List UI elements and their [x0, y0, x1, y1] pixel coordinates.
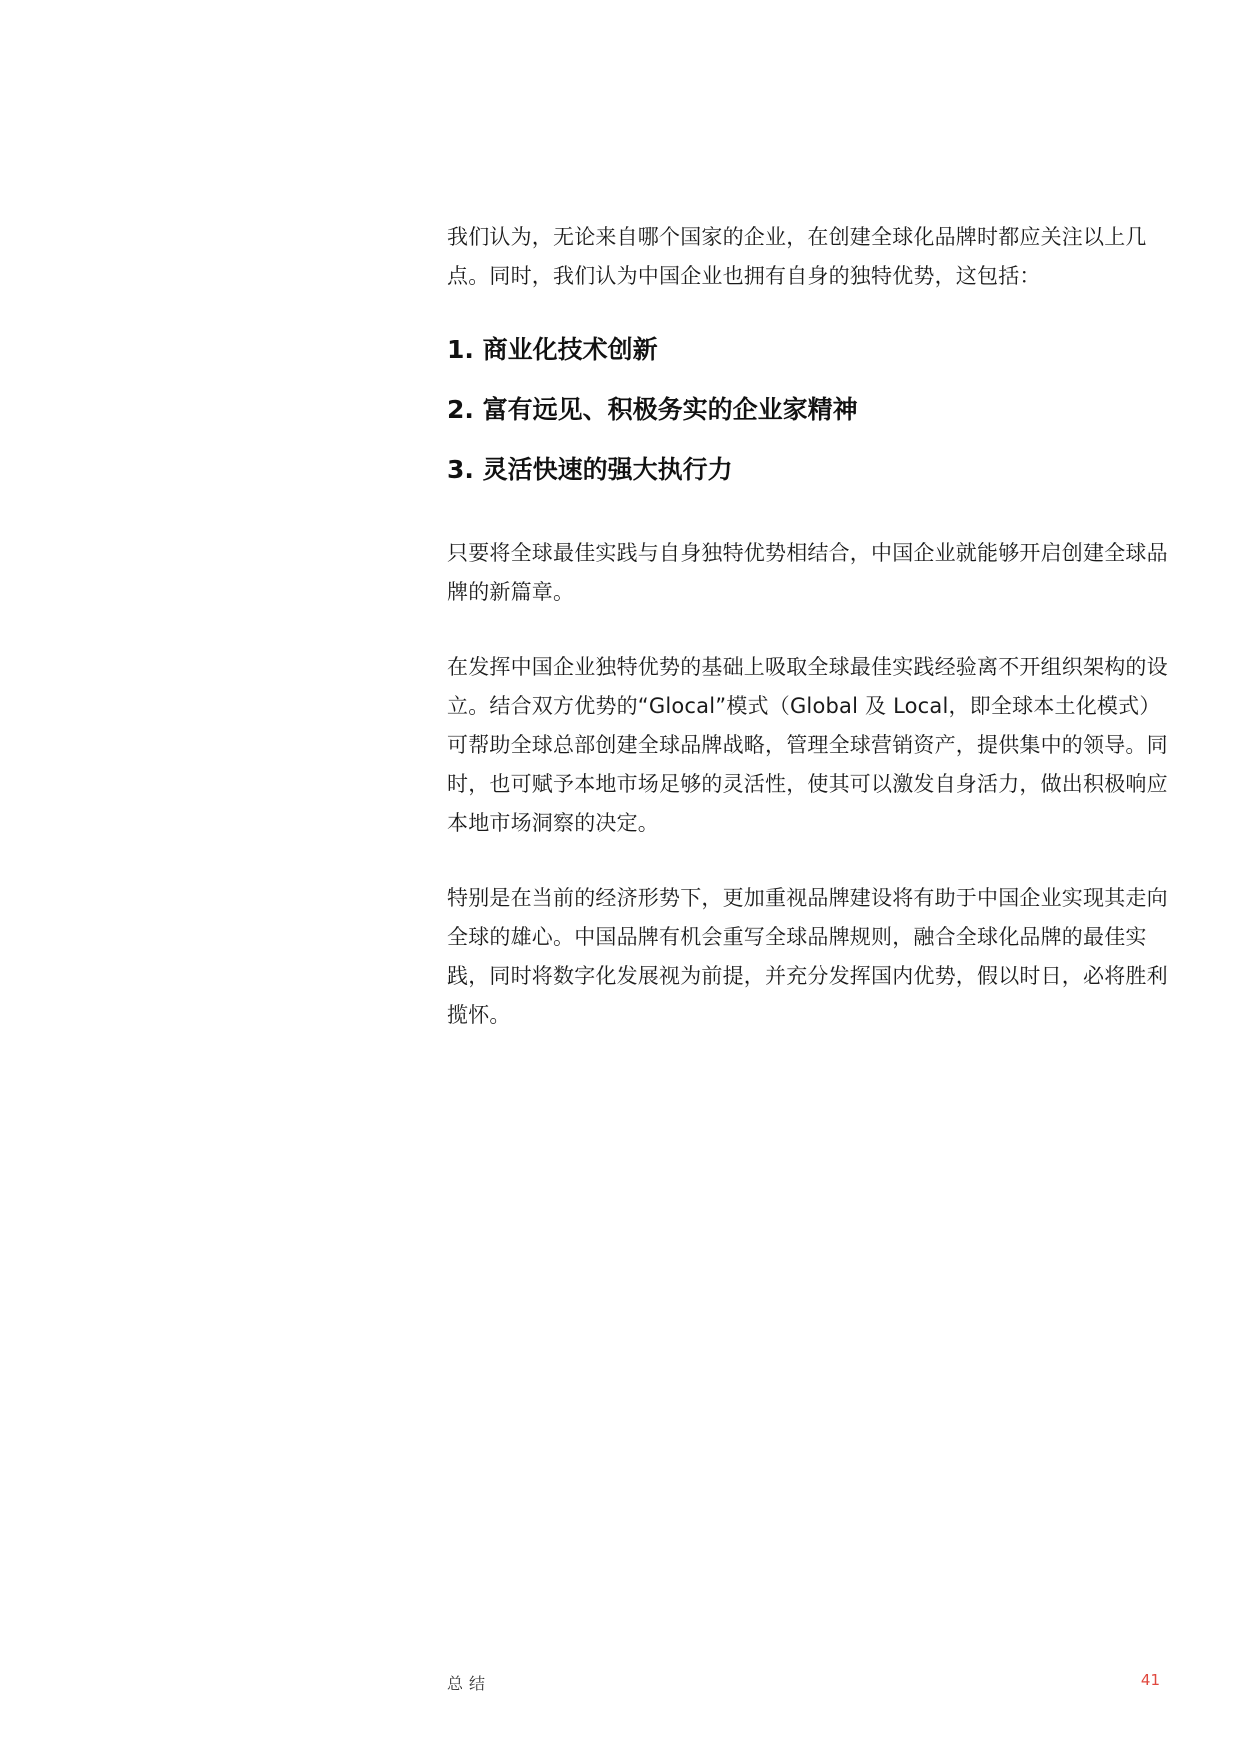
intro-paragraph: 我们认为，无论来自哪个国家的企业，在创建全球化品牌时都应关注以上几点。同时，我们认为中国企业也拥有自身的独特优势，这包括：: [447, 225, 1147, 288]
body-content: [447, 218, 1169, 1035]
page-number: 41: [1140, 1671, 1160, 1689]
advantages-list: [447, 332, 1169, 488]
advantage-item-2: 2. 富有远见、积极务实的企业家精神: [447, 395, 858, 424]
advantage-item-1: 1. 商业化技术创新: [447, 335, 658, 364]
paragraph-best-practice: 只要将全球最佳实践与自身独特优势相结合，中国企业就能够开启创建全球品牌的新篇章。: [447, 541, 1168, 604]
footer-section-title: 总结: [447, 1674, 492, 1693]
advantage-item-3: 3. 灵活快速的强大执行力: [447, 455, 733, 484]
paragraph-economic-situation: 特别是在当前的经济形势下，更加重视品牌建设将有助于中国企业实现其走向全球的雄心。中国品牌有机会重写全球品牌规则，融合全球化品牌的最佳实践，同时将数字化发展视为前提，并充分发挥国内优势，假以时日，必将胜利揽怀。: [447, 886, 1168, 1027]
paragraph-glocal-model: 在发挥中国企业独特优势的基础上吸取全球最佳实践经验离不开组织架构的设立。结合双方优势的“Glocal”模式（Global 及 Local，即全球本土化模式）可帮助全球总部创建全球品牌战略，管理全球营销资产，提供集中的领导。同时，也可赋予本地市场足够的灵活性，使其可以激发自身活力，做出积极响应本地市场洞察的决定。: [447, 655, 1168, 835]
